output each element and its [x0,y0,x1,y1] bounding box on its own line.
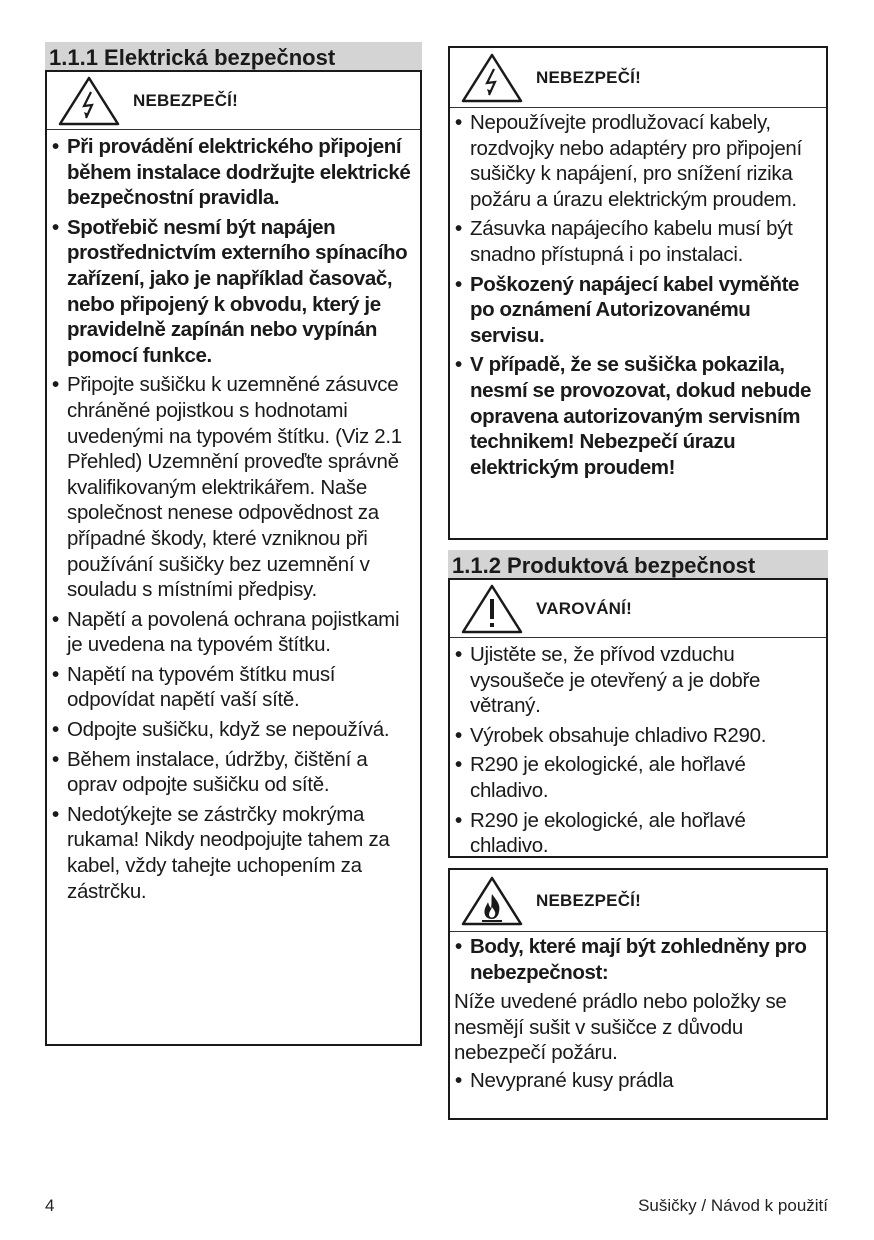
danger-box-header [450,48,826,108]
section-title-electrical: 1.1.1 Elektrická bezpečnost [45,42,422,70]
list-item: • Výrobek obsahuje chladivo R290. [454,723,824,749]
danger-label: NEBEZPEČÍ! [536,67,641,87]
list-item: • Body, které mají být zohledněny pro nebezpečnost: [454,934,824,985]
list-item: • Při provádění elektrického připojení během instalace dodržujte elektrické bezpečnostní pravidla. [51,134,418,211]
product-safety-list [450,638,826,859]
list-item: • Odpojte sušičku, když se nepoužívá. [51,717,418,743]
list-item: • R290 je ekologické, ale hořlavé chladivo. [454,808,824,859]
danger-label: NEBEZPEČÍ! [133,90,238,110]
list-item: • Během instalace, údržby, čištění a oprav odpojte sušičku od sítě. [51,747,418,798]
list-item: • Napětí a povolená ochrana pojistkami je uvedena na typovém štítku. [51,607,418,658]
danger-box-header [47,72,420,130]
danger-box-header [450,870,826,932]
electric-hazard-icon [460,52,524,104]
fire-hazard-icon [460,875,524,927]
fire-paragraph: Níže uvedené prádlo nebo položky se nesmějí sušit v sušičce z důvodu nebezpečí požáru. [454,990,787,1065]
warning-label: VAROVÁNÍ! [536,598,632,618]
right-column [448,46,828,1120]
danger-box-power-cable [448,46,828,540]
fire-heading-list [450,932,826,985]
danger-box-electrical [45,70,422,1046]
warning-exclamation-icon [460,583,524,635]
document-title: Sušičky / Návod k použití [638,1196,828,1215]
electric-hazard-icon [57,75,121,127]
warning-box-product [448,578,828,858]
power-cable-list [450,108,826,480]
electrical-safety-list [47,130,420,904]
list-item: • Poškozený napájecí kabel vyměňte po oznámení Autorizovanému servisu. [454,272,824,349]
list-item: • Spotřebič nesmí být napájen prostřednictvím externího spínacího zařízení, jako je například časovač, nebo připojený k obvodu, který je pravidelně zapínán nebo vypínán pomocí funkce. [51,215,418,369]
list-item: • Zásuvka napájecího kabelu musí být snadno přístupná i po instalaci. [454,216,824,267]
danger-label: NEBEZPEČÍ! [536,890,641,910]
danger-box-fire [448,868,828,1120]
list-item: • Nepoužívejte prodlužovací kabely, rozdvojky nebo adaptéry pro připojení sušičky k napájení, pro snížení rizika požáru a úrazu elektrickým proudem. [454,110,824,212]
list-item: • R290 je ekologické, ale hořlavé chladivo. [454,752,824,803]
section-title-product: 1.1.2 Produktová bezpečnost [448,550,828,578]
warning-box-header [450,580,826,638]
list-item: • Připojte sušičku k uzemněné zásuvce chráněné pojistkou s hodnotami uvedenými na typovém štítku. (Viz 2.1 Přehled) Uzemnění proveďte správně kvalifikovaným elektrikářem. Naše společnost nenese odpovědnost za případné škody, které vzniknou při používání sušičky bez uzemnění v souladu s místními předpisy. [51,372,418,602]
list-item: • Ujistěte se, že přívod vzduchu vysoušeče je otevřený a je dobře větraný. [454,642,824,719]
electrical-safety-section [45,42,422,1046]
list-item: • Nevyprané kusy prádla [454,1068,824,1094]
list-item: • V případě, že se sušička pokazila, nesmí se provozovat, dokud nebude opravena autorizovaným servisním technikem! Nebezpečí úrazu elektrickým proudem! [454,352,824,480]
fire-items-list [450,1066,826,1094]
list-item: • Nedotýkejte se zástrčky mokrýma rukama! Nikdy neodpojujte tahem za kabel, vždy tahejte uchopením za zástrčku. [51,802,418,904]
list-item: • Napětí na typovém štítku musí odpovídat napětí vaší sítě. [51,662,418,713]
page-number: 4 [45,1196,55,1215]
